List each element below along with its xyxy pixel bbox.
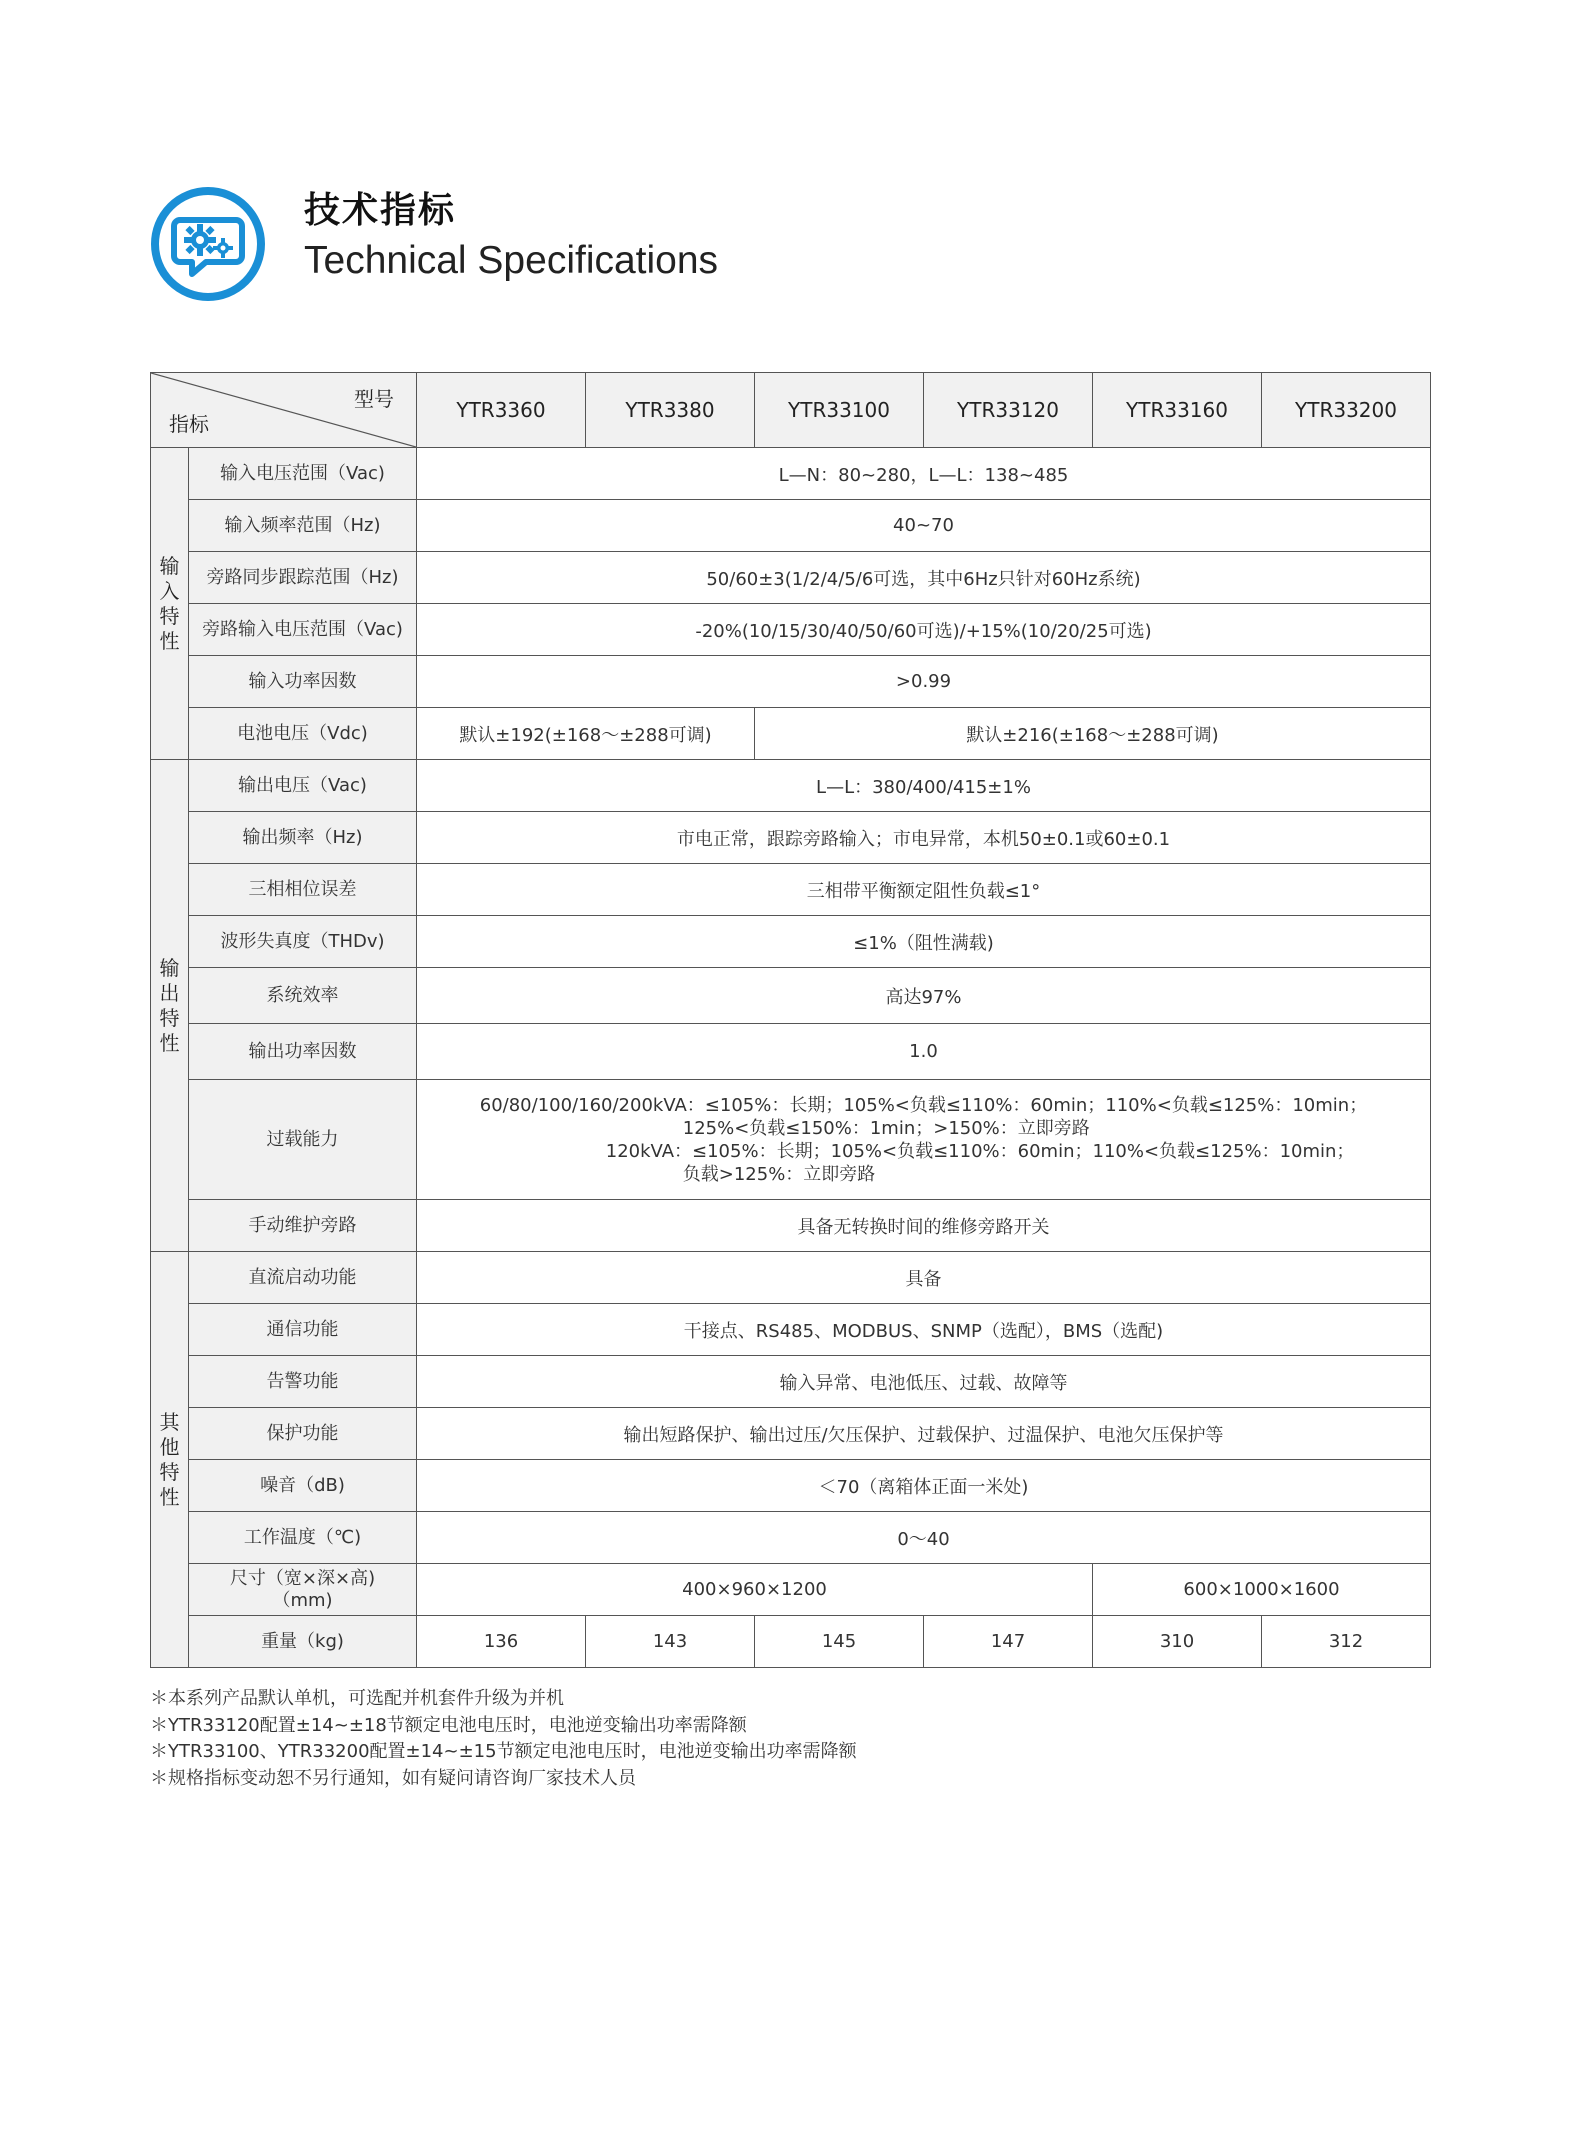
- table-row: [151, 1460, 1431, 1512]
- row-label: 输入频率范围（Hz): [189, 500, 417, 552]
- corner-index-label: 指标: [169, 412, 209, 436]
- weight-value: 136: [417, 1616, 586, 1668]
- row-label-line: （mm): [272, 1589, 333, 1611]
- table-row: [151, 1356, 1431, 1408]
- group-label-text: 其他特性: [159, 1409, 180, 1509]
- row-value: 默认±192(±168～±288可调): [417, 708, 755, 760]
- row-value: 输入异常、电池低压、过载、故障等: [417, 1356, 1431, 1408]
- row-value: -20%(10/15/30/40/50/60可选)/+15%(10/20/25可选): [417, 604, 1431, 656]
- row-label: 旁路输入电压范围（Vac): [189, 604, 417, 656]
- row-label: 输出电压（Vac): [189, 760, 417, 812]
- row-label: 工作温度（℃): [189, 1512, 417, 1564]
- row-value: 具备无转换时间的维修旁路开关: [417, 1200, 1431, 1252]
- row-label: 过载能力: [189, 1080, 417, 1200]
- settings-chat-icon: [150, 186, 266, 302]
- footnote: ＊规格指标变动恕不另行通知，如有疑问请咨询厂家技术人员: [150, 1767, 636, 1789]
- table-row: [151, 656, 1431, 708]
- weight-value: 145: [755, 1616, 924, 1668]
- table-row: [151, 864, 1431, 916]
- table-row: [151, 1080, 1431, 1200]
- row-value-overload: [417, 1080, 1431, 1200]
- corner-header-cell: [151, 373, 417, 448]
- group-label-text: 输出特性: [159, 955, 180, 1055]
- weight-value: 310: [1093, 1616, 1262, 1668]
- group-label-text: 输入特性: [159, 553, 180, 653]
- model-header: YTR33160: [1093, 373, 1262, 448]
- row-label: 波形失真度（THDv): [189, 916, 417, 968]
- row-value: 0～40: [417, 1512, 1431, 1564]
- row-label: 告警功能: [189, 1356, 417, 1408]
- model-header: YTR3380: [586, 373, 755, 448]
- row-label: 三相相位误差: [189, 864, 417, 916]
- row-value: 600×1000×1600: [1093, 1564, 1431, 1616]
- page-title-en: Technical Specifications: [304, 239, 719, 282]
- row-label: 输入电压范围（Vac): [189, 448, 417, 500]
- row-label: 重量（kg): [189, 1616, 417, 1668]
- row-label: 噪音（dB): [189, 1460, 417, 1512]
- row-value: ＜70（离箱体正面一米处): [417, 1460, 1431, 1512]
- row-value: ≤1%（阻性满载): [417, 916, 1431, 968]
- row-value: 1.0: [417, 1024, 1431, 1080]
- overload-line: 125%<负载≤150%：1min；>150%：立即旁路: [682, 1117, 1090, 1139]
- footnotes: [150, 1686, 857, 1792]
- footnote: ＊YTR33100、YTR33200配置±14~±15节额定电池电压时，电池逆变输出功率需降额: [150, 1741, 857, 1762]
- row-value: 市电正常，跟踪旁路输入；市电异常，本机50±0.1或60±0.1: [417, 812, 1431, 864]
- table-row: [151, 1512, 1431, 1564]
- row-value: L—L：380/400/415±1%: [417, 760, 1431, 812]
- overload-text: [480, 1094, 1367, 1186]
- table-row: [151, 1304, 1431, 1356]
- model-header: YTR3360: [417, 373, 586, 448]
- row-value: 高达97%: [417, 968, 1431, 1024]
- overload-line: 负载>125%：立即旁路: [682, 1163, 876, 1185]
- table-row: [151, 1200, 1431, 1252]
- table-row: [151, 708, 1431, 760]
- weight-value: 147: [924, 1616, 1093, 1668]
- table-row: [151, 1616, 1431, 1668]
- table-row: [151, 1024, 1431, 1080]
- row-label: 输出功率因数: [189, 1024, 417, 1080]
- row-value: 具备: [417, 1252, 1431, 1304]
- row-label: 电池电压（Vdc): [189, 708, 417, 760]
- row-label: 旁路同步跟踪范围（Hz): [189, 552, 417, 604]
- table-header-row: [151, 373, 1431, 448]
- row-value: 40~70: [417, 500, 1431, 552]
- overload-line: 60/80/100/160/200kVA：≤105%：长期；105%<负载≤110%：60min；110%<负载≤125%：10min；: [479, 1094, 1368, 1116]
- row-value: >0.99: [417, 656, 1431, 708]
- table-row: [151, 604, 1431, 656]
- row-label: 通信功能: [189, 1304, 417, 1356]
- model-header: YTR33100: [755, 373, 924, 448]
- weight-value: 143: [586, 1616, 755, 1668]
- table-row: [151, 552, 1431, 604]
- footnote: ＊YTR33120配置±14~±18节额定电池电压时，电池逆变输出功率需降额: [150, 1714, 747, 1736]
- row-value: 三相带平衡额定阻性负载≤1°: [417, 864, 1431, 916]
- row-value: 干接点、RS485、MODBUS、SNMP（选配），BMS（选配): [417, 1304, 1431, 1356]
- group-label-input: [151, 448, 189, 760]
- table-row: [151, 968, 1431, 1024]
- footnote: ＊本系列产品默认单机，可选配并机套件升级为并机: [150, 1688, 564, 1709]
- table-row: [151, 760, 1431, 812]
- model-header: YTR33120: [924, 373, 1093, 448]
- table-row: [151, 448, 1431, 500]
- row-value: 默认±216(±168～±288可调): [755, 708, 1431, 760]
- overload-line: 120kVA：≤105%：长期；105%<负载≤110%：60min；110%<负载≤125%：10min；: [605, 1140, 1355, 1162]
- page-title-zh: 技术指标: [304, 190, 457, 231]
- table-row: [151, 916, 1431, 968]
- spec-table: [150, 372, 1431, 1668]
- row-label: 保护功能: [189, 1408, 417, 1460]
- row-value: L—N：80~280，L—L：138~485: [417, 448, 1431, 500]
- table-row: [151, 1408, 1431, 1460]
- table-row: [151, 1564, 1431, 1616]
- row-label: 输出频率（Hz): [189, 812, 417, 864]
- row-value: 50/60±3(1/2/4/5/6可选，其中6Hz只针对60Hz系统): [417, 552, 1431, 604]
- model-header: YTR33200: [1262, 373, 1431, 448]
- row-value: 400×960×1200: [417, 1564, 1093, 1616]
- row-label-dimension: [189, 1564, 417, 1616]
- group-label-other: [151, 1252, 189, 1668]
- row-label: 直流启动功能: [189, 1252, 417, 1304]
- table-row: [151, 1252, 1431, 1304]
- row-label: 输入功率因数: [189, 656, 417, 708]
- weight-value: 312: [1262, 1616, 1431, 1668]
- table-row: [151, 812, 1431, 864]
- row-label: 系统效率: [189, 968, 417, 1024]
- table-row: [151, 500, 1431, 552]
- row-label: 手动维护旁路: [189, 1200, 417, 1252]
- row-value: 输出短路保护、输出过压/欠压保护、过载保护、过温保护、电池欠压保护等: [417, 1408, 1431, 1460]
- row-label-line: 尺寸（宽×深×高): [229, 1567, 376, 1589]
- corner-model-label: 型号: [354, 387, 394, 411]
- page-header: [150, 186, 950, 306]
- group-label-output: [151, 760, 189, 1252]
